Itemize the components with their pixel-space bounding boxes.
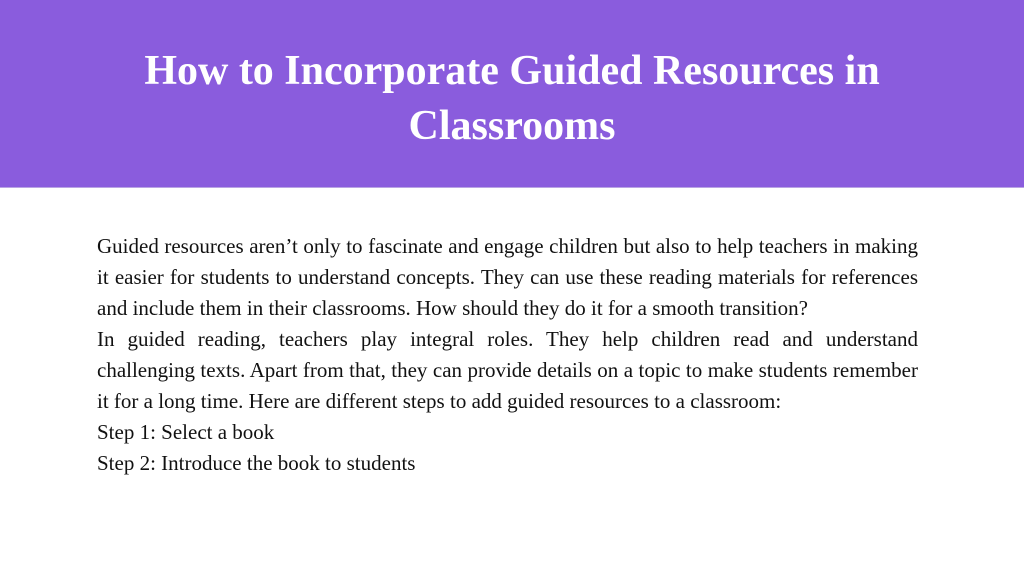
- title-banner: [0, 0, 1024, 188]
- step-2-text: Step 2: Introduce the book to students: [97, 451, 416, 475]
- intro-paragraph: Guided resources aren’t only to fascinate and engage children but also to help teachers in making it easier for students to understand concepts. They can use these reading materials for references and include them in their classrooms. How should they do it for a smooth transition?: [97, 234, 918, 320]
- guided-reading-paragraph: In guided reading, teachers play integral roles. They help children read and understand challenging texts. Apart from that, they can provide details on a topic to make students remember it for a long time. Here are different steps to add guided resources to a classroom:: [97, 327, 918, 413]
- step-1-text: Step 1: Select a book: [97, 420, 275, 444]
- slide-title: How to Incorporate Guided Resources in Classrooms: [144, 48, 880, 149]
- slide-body: [97, 231, 918, 479]
